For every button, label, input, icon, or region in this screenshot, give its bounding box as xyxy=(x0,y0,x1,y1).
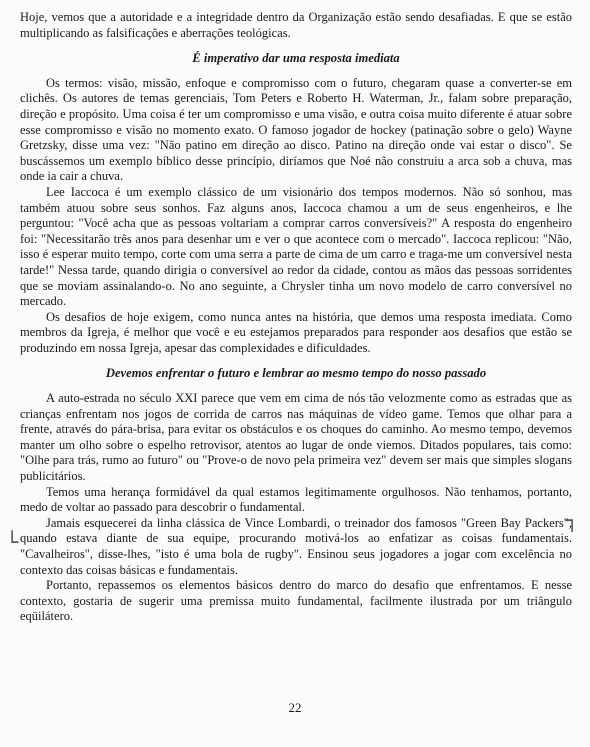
document-page xyxy=(20,10,572,625)
handwritten-bracket-left: └ xyxy=(6,530,19,554)
paragraph: Lee Iaccoca é um exemplo clássico de um visionário dos tempos modernos. Não só sonhou, mas também atuou sobre seus sonhos. Faz alguns anos, Iaccoca chamou a um de seus engenheiros, e lhe perguntou: "Você acha que as pessoas voltariam a comprar carros conversíveis?" A resposta do engenheiro foi: "Necessitarão três anos para desenhar um e ver o que acontece com o mercado". Iaccoca replicou: "Não, isso é esperar muito tempo, corte com uma serra a parte de cima de um carro e traga-me um conversível nesta tarde!" Nessa tarde, quando dirigia o conversível ao redor da cidade, contou as mãos das pessoas sorridentes que se moviam assinalando-o. No ano seguinte, a Chrysler tinha um novo modelo de carro conversível no mercado. xyxy=(20,184,572,309)
paragraph: Os termos: visão, missão, enfoque e compromisso com o futuro, chegaram quase a converter-se em clichês. Os autores de temas gerenciais, Tom Peters e Roberto H. Waterman, Jr., falam sobre preparação, direção e propósito. Uma coisa é ter um compromisso e uma visão, e outra coisa muito diferente é atuar sobre esse compromisso e visão no momento exato. O famoso jogador de hockey (patinação sobre o gelo) Wayne Gretzsky, disse uma vez: "Não patino em direção ao disco. Patino na direção onde vai estar o disco". Se buscássemos um exemplo bíblico desse princípio, diríamos que Noé não construiu a arca sob a chuva, mas onde ia cair a chuva. xyxy=(20,75,572,184)
paragraph: A auto-estrada no século XXI parece que vem em cima de nós tão velozmente como as estradas que as crianças enfrentam nos jogos de corrida de carros nas máquinas de vídeo game. Temos que olhar para a frente, através do pára-brisa, para evitar os obstáculos e os choques do caminho. Ao mesmo tempo, devemos manter um olho sobre o espelho retrovisor, atentos ao lugar de onde viemos. Ditados populares, tais como: "Olhe para trás, rumo ao futuro" ou "Prove-o de novo pela primeira vez" devem ser mais que simples slogans publicitários. xyxy=(20,391,572,484)
handwritten-bracket-right: ┐ xyxy=(566,508,579,532)
page-number: 22 xyxy=(288,700,302,715)
section-heading-1: É imperativo dar uma resposta imediata xyxy=(192,51,400,66)
paragraph: Os desafios de hoje exigem, como nunca antes na história, que demos uma resposta imediata. Como membros da Igreja, é melhor que você e eu estejamos preparados para responder aos desafios que estão se produzindo em nossa Igreja, apesar das complexidades e dificuldades. xyxy=(20,309,572,355)
paragraph: Temos uma herança formidável da qual estamos legitimamente orgulhosos. Não tenhamos, portanto, medo de voltar ao passado para descobrir o fundamental. xyxy=(20,484,572,515)
intro-paragraph: Hoje, vemos que a autoridade e a integridade dentro da Organização estão sendo desafiadas. E que se estão multiplicando as falsificações e aberrações teológicas. xyxy=(20,10,572,40)
paragraph: Portanto, repassemos os elementos básicos dentro do marco do desafio que enfrentamos. E nesse contexto, gostaria de sugerir uma premissa muito fundamental, facilmente ilustrada por um triângulo eqüilátero. xyxy=(20,578,572,624)
paragraph: Jamais esquecerei da linha clássica de Vince Lombardi, o treinador dos famosos "Green Bay Packers", quando estava diante de sua equipe, procurando motivá-los ao enfatizar as coisas fundamentais. "Cavalheiros", disse-lhes, "isto é uma bola de rugby". Ensinou seus jogadores a jogar com excelência no contexto das coisas básicas e fundamentais. xyxy=(20,515,572,577)
section-heading-2: Devemos enfrentar o futuro e lembrar ao mesmo tempo do nosso passado xyxy=(105,366,487,381)
